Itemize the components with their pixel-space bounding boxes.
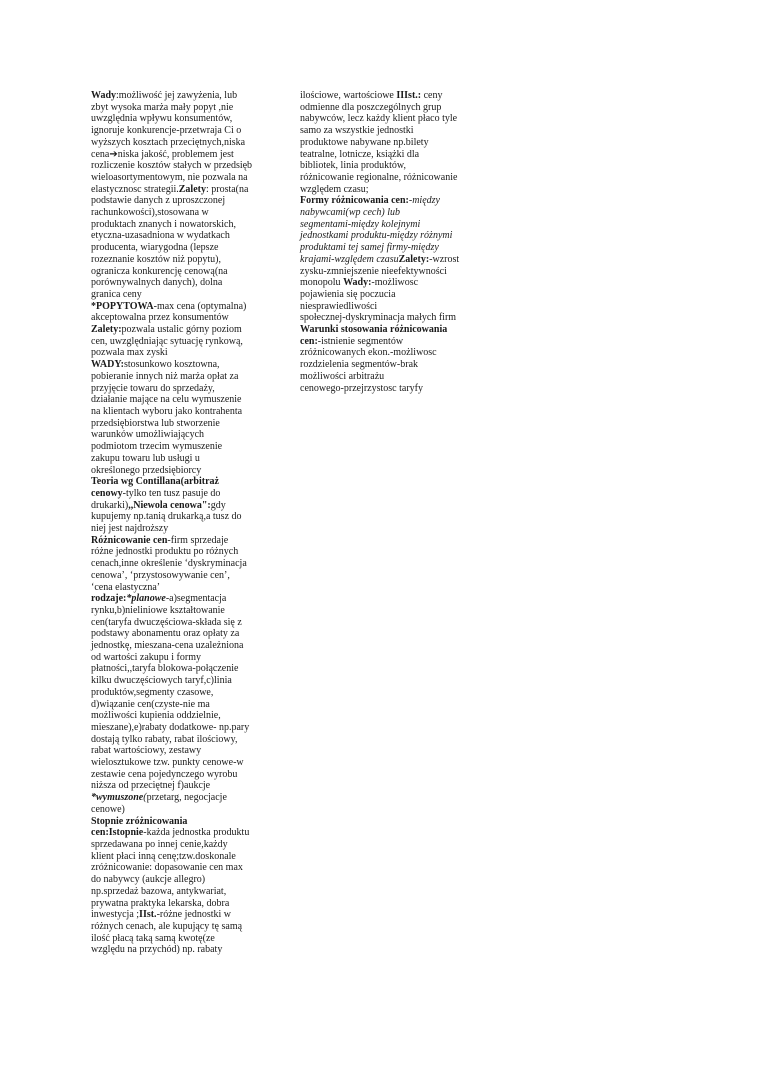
text-run: rodzaje:: [91, 593, 127, 605]
text-line: [300, 324, 470, 336]
text-run: cenach,inne określenie ‘dyskryminacja: [91, 558, 247, 570]
text-run: (: [143, 792, 147, 804]
text-run: przedsiębiorstwa lub stworzenie: [91, 417, 220, 429]
text-run: bibliotek, linia produktów,: [300, 160, 407, 172]
text-line: [300, 125, 470, 137]
text-line: [91, 301, 263, 313]
text-line: [91, 347, 263, 359]
text-line: [91, 90, 263, 102]
text-run: cen:Istopnie: [91, 827, 144, 839]
text-run: mieszane),e)rabaty dodatkowe- np.pary: [91, 721, 250, 733]
text-run: produktach znanych i nowatorskich,: [91, 218, 236, 230]
text-line: [91, 195, 263, 207]
text-line: [91, 909, 263, 921]
text-line: [300, 207, 470, 219]
text-run: kupujemy np.tanią drukarką,a tusz do: [91, 511, 242, 523]
text-line: [300, 219, 470, 231]
text-line: [300, 359, 470, 371]
text-line: [91, 570, 263, 582]
text-run: Stopnie zróżnicowania: [91, 815, 188, 827]
text-run: uwzględnia wpływu konsumentów,: [91, 113, 233, 125]
text-run: -różne jednostki w: [156, 909, 231, 921]
text-line: [300, 242, 470, 254]
text-line: [91, 699, 263, 711]
text-line: [91, 500, 263, 512]
text-run: cenowy: [91, 487, 123, 499]
text-run: -możliwosc: [371, 277, 419, 289]
text-run: zróżnicowanie: dopasowanie cen max: [91, 862, 243, 874]
text-run: niższa od przeciętnej f)aukcje: [91, 780, 211, 792]
text-run: niej jest najdroższy: [91, 523, 169, 535]
text-line: [91, 862, 263, 874]
text-run: -max cena (optymalna): [153, 300, 247, 312]
text-run: działanie mające na celu wymuszenie: [91, 394, 242, 406]
text-run: odmienne dla poszczególnych grup: [300, 101, 442, 113]
text-run: podmiotom trzecim wymuszenie: [91, 441, 223, 453]
text-run: cenowego-przejrzystosc taryfy: [300, 382, 423, 394]
text-run: ‘cena elastyczna’: [91, 581, 161, 593]
text-line: [91, 160, 263, 172]
text-line: [91, 886, 263, 898]
text-line: [300, 102, 470, 114]
text-line: [91, 383, 263, 395]
right-text-column: [300, 90, 470, 394]
text-line: [91, 769, 263, 781]
text-run: -firm sprzedaje: [167, 534, 229, 546]
text-run: gdy: [210, 499, 226, 511]
text-run: ignoruje konkurencje-przetwraja Ci o: [91, 125, 242, 137]
text-line: [300, 347, 470, 359]
text-run: wyższych kosztach przeciętnych,niska: [91, 136, 246, 148]
text-line: [91, 535, 263, 547]
text-line: [91, 816, 263, 828]
text-line: [91, 780, 263, 792]
text-line: [300, 137, 470, 149]
text-line: [300, 277, 470, 289]
text-line: [91, 465, 263, 477]
text-run: monopolu: [300, 277, 344, 289]
text-line: [91, 312, 263, 324]
text-line: [300, 230, 470, 242]
text-line: [91, 933, 263, 945]
left-text-column: [91, 90, 263, 956]
text-line: [300, 266, 470, 278]
text-run: podstawy abonamentu oraz opłaty za: [91, 628, 240, 640]
text-line: [91, 558, 263, 570]
text-line: [91, 219, 263, 231]
text-run: przyjęcie towaru do sprzedaży,: [91, 382, 215, 394]
text-run: *wymuszone: [91, 792, 144, 804]
text-line: [91, 617, 263, 629]
text-line: [91, 324, 263, 336]
text-run: rynku,b)nieliniowe kształtowanie: [91, 604, 225, 616]
text-run: d)wiązanie cen(czyste-nie ma: [91, 698, 210, 710]
text-run: nabywców, lecz każdy klient płaco tyle: [300, 113, 458, 125]
text-line: [300, 149, 470, 161]
text-line: [91, 207, 263, 219]
text-line: [91, 874, 263, 886]
text-run: teatralne, lotnicze, książki dla: [300, 148, 420, 160]
text-run: zbyt wysoka marża mały popyt ,nie: [91, 101, 234, 113]
text-run: klient płaci inną cenę;tzw.doskonale: [91, 850, 236, 862]
text-line: [91, 371, 263, 383]
text-run: zysku-zmniejszenie nieefektywności: [300, 265, 447, 277]
text-run: zakupu towaru lub usługi u: [91, 452, 200, 464]
text-run: rachunkowości),stosowana w: [91, 207, 209, 219]
text-line: [91, 792, 263, 804]
text-run: zestawie cena pojedynczego wyrobu: [91, 768, 238, 780]
text-run: pozwala max zyski: [91, 347, 168, 359]
text-line: [91, 429, 263, 441]
text-run: produktów,segmenty czasowe,: [91, 686, 214, 698]
text-line: [91, 418, 263, 430]
text-line: [91, 406, 263, 418]
text-run: -wzrost: [429, 253, 460, 265]
text-run: różnicowanie regionalne, różnicowanie: [300, 171, 458, 183]
text-line: [300, 312, 470, 324]
text-line: [300, 383, 470, 395]
text-line: [91, 722, 263, 734]
text-run: jednostkami produktu-między różnymi: [300, 230, 453, 242]
text-line: [91, 254, 263, 266]
text-run: produktami tej samej firmy-między: [300, 242, 439, 254]
text-line: [300, 254, 470, 266]
text-run: ,,Niewola cenowa":: [128, 499, 211, 511]
text-line: [91, 394, 263, 406]
text-run: cen:: [300, 335, 318, 347]
text-line: [300, 301, 470, 313]
text-run: granica ceny: [91, 288, 142, 300]
text-run: kilku dwuczęściowych taryf,c)linia: [91, 675, 232, 687]
text-run: IIIst.:: [396, 90, 422, 101]
text-run: cen, uwzględniając sytuację rynkową,: [91, 335, 243, 347]
text-run: drukarki): [91, 499, 129, 511]
text-line: [91, 757, 263, 769]
text-line: [91, 511, 263, 523]
text-line: [300, 371, 470, 383]
text-line: [91, 277, 263, 289]
text-run: pojawienia się poczucia: [300, 288, 396, 300]
text-run: różne jednostki produktu po różnych: [91, 546, 239, 558]
text-run: cena➔niska jakość, problemem jest: [91, 148, 234, 160]
text-line: [91, 593, 263, 605]
text-line: [91, 289, 263, 301]
text-line: [91, 640, 263, 652]
text-line: [300, 160, 470, 172]
text-run: różnych cenach, ale kupujący tę samą: [91, 920, 243, 932]
text-run: prywatna praktyka lekarska, dobra: [91, 897, 230, 909]
text-run: samo za wszystkie jednostki: [300, 125, 414, 137]
text-line: [91, 488, 263, 500]
text-run: produktowe nabywane np.bilety: [300, 136, 429, 148]
text-run: sprzedawana po innej cenie,każdy: [91, 839, 228, 850]
text-run: rozeznanie kosztów niż popytu),: [91, 253, 221, 265]
text-run: Wady: [91, 90, 117, 101]
text-run: rabat wartościowy, zestawy: [91, 745, 202, 757]
text-line: [91, 523, 263, 535]
text-run: *planowe: [126, 593, 166, 605]
text-run: cenowa’, ‘przystosowywanie cen’,: [91, 569, 230, 581]
text-run: etyczna-uzasadniona w wydatkach: [91, 230, 230, 242]
text-run: rozliczenie kosztów stałych w przedsięb: [91, 160, 253, 172]
text-line: [91, 663, 263, 675]
text-line: [91, 652, 263, 664]
text-line: [91, 441, 263, 453]
text-run: Warunki stosowania różnicowania: [300, 324, 448, 336]
text-line: [300, 90, 470, 102]
text-run: porównywalnych danych), dolna: [91, 277, 223, 289]
text-run: cen(taryfa dwuczęściowa-składa się z: [91, 616, 242, 628]
text-run: inwestycja ;: [91, 909, 140, 921]
text-run: ilość płacą taką samą kwotę(ze: [91, 932, 215, 944]
text-run: Formy różnicowania cen:: [300, 195, 409, 207]
text-run: zróżnicowanych ekon.-możliwosc: [300, 347, 437, 359]
text-run: Teoria wg Contillana(arbitraż: [91, 476, 219, 488]
text-run: do nabywcy (aukcje allegro): [91, 874, 206, 886]
text-line: [300, 195, 470, 207]
text-run: *POPYTOWA: [91, 300, 154, 312]
text-run: Wady:: [343, 277, 372, 289]
text-line: [91, 242, 263, 254]
text-run: np.sprzedaż bazowa, antykwariat,: [91, 885, 227, 897]
text-line: [91, 605, 263, 617]
text-run: IIst.: [139, 909, 157, 921]
text-line: [300, 184, 470, 196]
text-run: :możliwość jej zawyżenia, lub: [116, 90, 238, 101]
text-line: [91, 734, 263, 746]
text-run: -tylko ten tusz pasuje do: [122, 487, 221, 499]
text-run: ceny: [421, 90, 443, 101]
text-line: [91, 137, 263, 149]
text-line: [91, 687, 263, 699]
text-line: [91, 172, 263, 184]
text-line: [91, 184, 263, 196]
text-run: od wartości zakupu i formy: [91, 651, 201, 663]
text-run: społecznej-dyskryminacja małych firm: [300, 312, 457, 324]
text-line: [91, 113, 263, 125]
text-line: [91, 628, 263, 640]
text-run: cenowe): [91, 803, 125, 815]
text-run: względu na przychód) np. rabaty: [91, 944, 223, 956]
text-run: niesprawiedliwości: [300, 300, 378, 312]
text-run: -każda jednostka produktu: [143, 827, 250, 839]
text-line: [91, 546, 263, 558]
text-run: pobieranie innych niż marża opłat za: [91, 370, 239, 382]
text-run: rozdzielenia segmentów-brak: [300, 359, 419, 371]
text-run: możliwości kupienia oddzielnie,: [91, 710, 221, 722]
text-run: wielosztukowe tzw. punkty cenowe-w: [91, 757, 244, 769]
text-run: przetarg, negocjacje: [146, 792, 227, 804]
text-run: jednostkę, mieszana-cena uzależniona: [91, 640, 244, 652]
text-line: [91, 944, 263, 956]
text-run: dostają tylko rabaty, rabat ilościowy,: [91, 733, 238, 745]
text-run: na klientach wyboru jako kontrahenta: [91, 405, 243, 417]
text-line: [300, 289, 470, 301]
text-run: nabywcami(wp cech) lub: [300, 207, 400, 219]
text-run: względem czasu;: [300, 183, 369, 195]
text-line: [91, 266, 263, 278]
text-line: [91, 582, 263, 594]
text-run: podstawie danych z uproszczonej: [91, 195, 226, 207]
text-run: -a)segmentacja: [165, 593, 227, 605]
text-run: ilościowe, wartościowe: [300, 90, 397, 101]
text-run: : prosta(na: [205, 183, 249, 195]
text-line: [91, 898, 263, 910]
text-run: Zalety:: [398, 253, 430, 265]
text-line: [91, 336, 263, 348]
text-line: [91, 453, 263, 465]
text-line: [91, 149, 263, 161]
text-line: [91, 102, 263, 114]
text-line: [300, 172, 470, 184]
text-run: elastycznosc strategii.: [91, 183, 179, 195]
text-run: Zalety: [178, 183, 206, 195]
text-line: [91, 675, 263, 687]
text-line: [91, 921, 263, 933]
text-line: [91, 359, 263, 371]
text-line: [91, 804, 263, 816]
text-line: [91, 745, 263, 757]
text-run: krajami-względem czasu: [300, 253, 399, 265]
text-run: Różnicowanie cen: [91, 534, 168, 546]
text-run: ogranicza konkurencję cenową(na: [91, 265, 228, 277]
text-run: stosunkowo kosztowna,: [123, 359, 220, 371]
text-run: segmentami-między kolejnymi: [300, 218, 421, 230]
text-line: [91, 230, 263, 242]
text-line: [91, 851, 263, 863]
text-run: pozwala ustalic górny poziom: [121, 324, 242, 336]
text-run: określonego przedsiębiorcy: [91, 464, 202, 476]
text-run: warunków umożliwiających: [91, 429, 205, 441]
text-line: [91, 839, 263, 851]
text-run: -między: [408, 195, 440, 207]
text-line: [300, 336, 470, 348]
text-run: Zalety:: [91, 324, 122, 336]
text-run: możliwości arbitrażu: [300, 370, 385, 382]
text-line: [91, 710, 263, 722]
text-line: [91, 827, 263, 839]
text-line: [91, 125, 263, 137]
text-run: WADY:: [91, 359, 124, 371]
text-line: [300, 113, 470, 125]
text-run: -istnienie segmentów: [317, 335, 404, 347]
text-run: płatności,,taryfa blokowa-połączenie: [91, 663, 239, 675]
text-run: producenta, wiarygodna (lepsze: [91, 242, 219, 254]
text-run: akceptowalna przez konsumentów: [91, 312, 229, 324]
text-line: [91, 476, 263, 488]
text-run: wieloasortymentowym, nie pozwala na: [91, 171, 248, 183]
